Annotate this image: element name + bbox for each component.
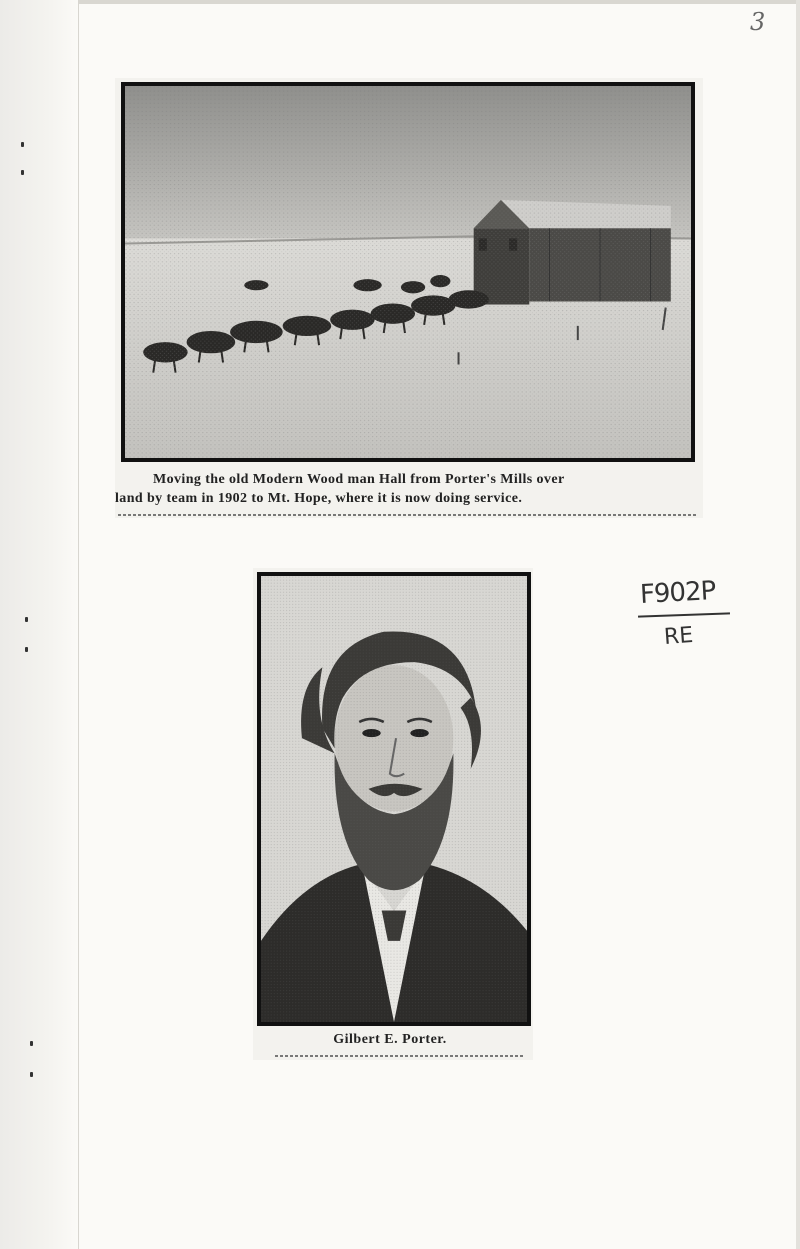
caption-line-2: land by team in 1902 to Mt. Hope, where it is now doing service.	[115, 491, 523, 506]
handwritten-code: F902P	[639, 576, 716, 610]
margin-mark	[21, 142, 24, 147]
top-clipping-caption	[115, 470, 703, 508]
page-top-edge	[0, 0, 800, 4]
winter-scene-image	[125, 86, 691, 458]
handwritten-initials: RE	[663, 623, 695, 650]
handwritten-underline	[638, 612, 730, 617]
margin-mark	[25, 617, 28, 622]
margin-mark	[21, 170, 24, 175]
caption-line-1: Moving the old Modern Wood man Hall from Porter's Mills over	[153, 472, 565, 487]
page-left-margin	[0, 0, 79, 1249]
page-right-edge	[796, 0, 800, 1249]
clipping-rule	[118, 514, 698, 516]
portrait-rule	[275, 1055, 525, 1057]
margin-mark	[25, 647, 28, 652]
margin-mark	[30, 1041, 33, 1046]
portrait-engraving-image	[261, 576, 527, 1022]
margin-mark	[30, 1072, 33, 1077]
hall-moving-photo	[121, 82, 695, 462]
portrait-photo	[257, 572, 531, 1026]
page-number: 3	[750, 8, 766, 36]
portrait-caption: Gilbert E. Porter.	[333, 1032, 447, 1047]
